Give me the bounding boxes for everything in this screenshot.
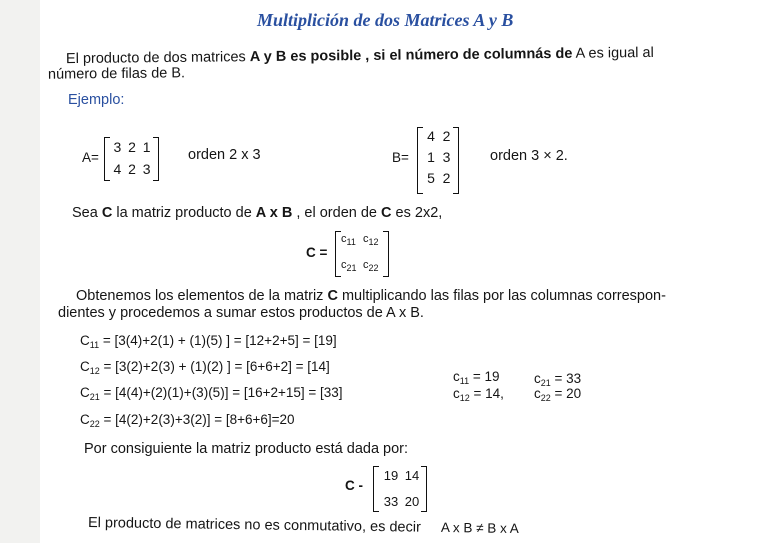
matrix-c-label-text: C = xyxy=(306,245,328,260)
result-matrix-label-text: C - xyxy=(345,478,363,493)
obtain-c: C xyxy=(327,288,338,304)
result-c12 xyxy=(453,386,504,403)
c-sub: 12 xyxy=(368,237,379,247)
res-c: c xyxy=(534,386,541,401)
example-label: Ejemplo: xyxy=(68,92,125,108)
matrix-c xyxy=(335,231,389,277)
intro-a: A xyxy=(575,45,585,62)
res-sub: 12 xyxy=(459,393,470,403)
eq-sub: 12 xyxy=(89,366,100,376)
intro-line-2: número de filas de B. xyxy=(47,65,186,83)
res-val: = 33 xyxy=(554,371,582,386)
obtain-line-1 xyxy=(76,288,666,304)
eq-sub: 11 xyxy=(89,340,100,350)
matrix-c-cell-21 xyxy=(341,259,363,273)
c-letter: c xyxy=(363,259,369,271)
res-c: c xyxy=(534,371,541,386)
eq-c: C xyxy=(80,412,90,427)
c-sub: 11 xyxy=(346,237,356,247)
matrix-b-cell: 2 xyxy=(442,128,451,144)
c-sub: 22 xyxy=(368,263,379,273)
res-sub: 21 xyxy=(540,378,551,388)
eq-c: C xyxy=(80,359,90,374)
sea-c: C xyxy=(101,205,113,221)
matrix-b-cell: 1 xyxy=(427,149,435,165)
matrix-b xyxy=(417,127,459,194)
obtain-text-2: multiplicando las filas por las columnas correspon- xyxy=(341,288,666,304)
eq-c: C xyxy=(80,333,90,348)
sea-text-3: , el orden de xyxy=(296,205,377,221)
result-matrix-cell: 19 xyxy=(383,468,399,483)
result-matrix-cell: 33 xyxy=(383,494,399,509)
matrix-a xyxy=(104,137,159,181)
sea-line xyxy=(72,205,442,221)
page-title: Multiplición de dos Matrices A y B xyxy=(257,10,514,30)
matrix-a-cell: 4 xyxy=(113,161,122,177)
res-c: c xyxy=(453,386,460,401)
footer-text: El producto de matrices no es conmutativo, es decir xyxy=(87,514,421,536)
res-val: = 19 xyxy=(472,369,500,384)
equation-c21 xyxy=(80,385,343,402)
matrix-a-order: orden 2 x 3 xyxy=(188,147,261,163)
sea-ab: A x B xyxy=(255,205,293,221)
res-sub: 11 xyxy=(459,376,470,386)
eq-c: C xyxy=(80,385,90,400)
res-c: c xyxy=(453,369,460,384)
c-letter: c xyxy=(341,259,347,271)
c-letter: c xyxy=(363,233,369,245)
footer-formula: A x B ≠ B x A xyxy=(440,519,519,537)
matrix-a-cell: 1 xyxy=(142,139,151,155)
eq-expr: = [3(2)+2(3) + (1)(2) ] = [6+6+2] = [14] xyxy=(103,359,330,374)
document-page xyxy=(40,0,768,543)
res-val: = 14, xyxy=(473,386,504,401)
obtain-line-2: dientes y procedemos a sumar estos productos de A x B. xyxy=(58,305,424,321)
obtain-text-1: Obtenemos los elementos de la matriz xyxy=(76,288,324,304)
intro-text-2: es posible , si el número de columnás de xyxy=(290,45,573,65)
c-letter: c xyxy=(341,233,347,245)
eq-expr: = [4(4)+(2)(1)+(3)(5)] = [16+2+15] = [33] xyxy=(103,385,343,400)
consiguiente-line: Por consiguiente la matriz producto está dada por: xyxy=(84,441,409,457)
matrix-b-cell: 2 xyxy=(442,170,451,186)
intro-line-1 xyxy=(66,45,654,67)
intro-text-3: es igual al xyxy=(588,44,654,62)
c-sub: 21 xyxy=(346,263,357,273)
matrix-b-cell: 3 xyxy=(442,149,451,165)
result-matrix-cell: 14 xyxy=(404,468,420,483)
matrix-b-order: orden 3 × 2. xyxy=(490,148,568,164)
result-matrix-label xyxy=(345,478,363,493)
sea-c2: C xyxy=(381,205,392,221)
footer-line xyxy=(88,515,519,537)
eq-expr: = [4(2)+2(3)+3(2)] = [8+6+6]=20 xyxy=(103,412,295,427)
matrix-a-cell: 2 xyxy=(128,139,136,155)
matrix-b-label: B= xyxy=(392,150,409,165)
result-c11 xyxy=(453,369,500,386)
sea-text-4: es 2x2, xyxy=(395,205,443,221)
equation-c11 xyxy=(80,333,337,350)
matrix-a-cell: 3 xyxy=(142,161,151,177)
result-matrix xyxy=(373,466,427,512)
eq-expr: = [3(4)+2(1) + (1)(5) ] = [12+2+5] = [19] xyxy=(102,333,337,348)
matrix-a-label: A= xyxy=(82,150,99,165)
matrix-c-cell-11 xyxy=(341,233,363,247)
eq-sub: 21 xyxy=(89,392,100,402)
matrix-c-cell-12 xyxy=(363,233,385,247)
result-c22 xyxy=(534,386,581,403)
res-sub: 22 xyxy=(540,393,551,403)
equation-c22 xyxy=(80,412,295,429)
sea-text-2: la matriz producto de xyxy=(116,205,252,221)
matrix-b-cell: 5 xyxy=(427,170,435,186)
matrix-c-cell-22 xyxy=(363,259,385,273)
eq-sub: 22 xyxy=(89,419,100,429)
sea-text-1: Sea xyxy=(72,205,98,221)
matrix-a-cell: 2 xyxy=(128,161,136,177)
result-matrix-cell: 20 xyxy=(404,494,420,509)
intro-text-1: El producto de dos matrices xyxy=(65,49,246,68)
intro-ab: A y B xyxy=(249,48,287,66)
equation-c12 xyxy=(80,359,330,376)
res-val: = 20 xyxy=(554,386,582,401)
matrix-b-cell: 4 xyxy=(427,128,435,144)
matrix-c-label xyxy=(306,245,327,260)
matrix-a-cell: 3 xyxy=(113,139,122,155)
